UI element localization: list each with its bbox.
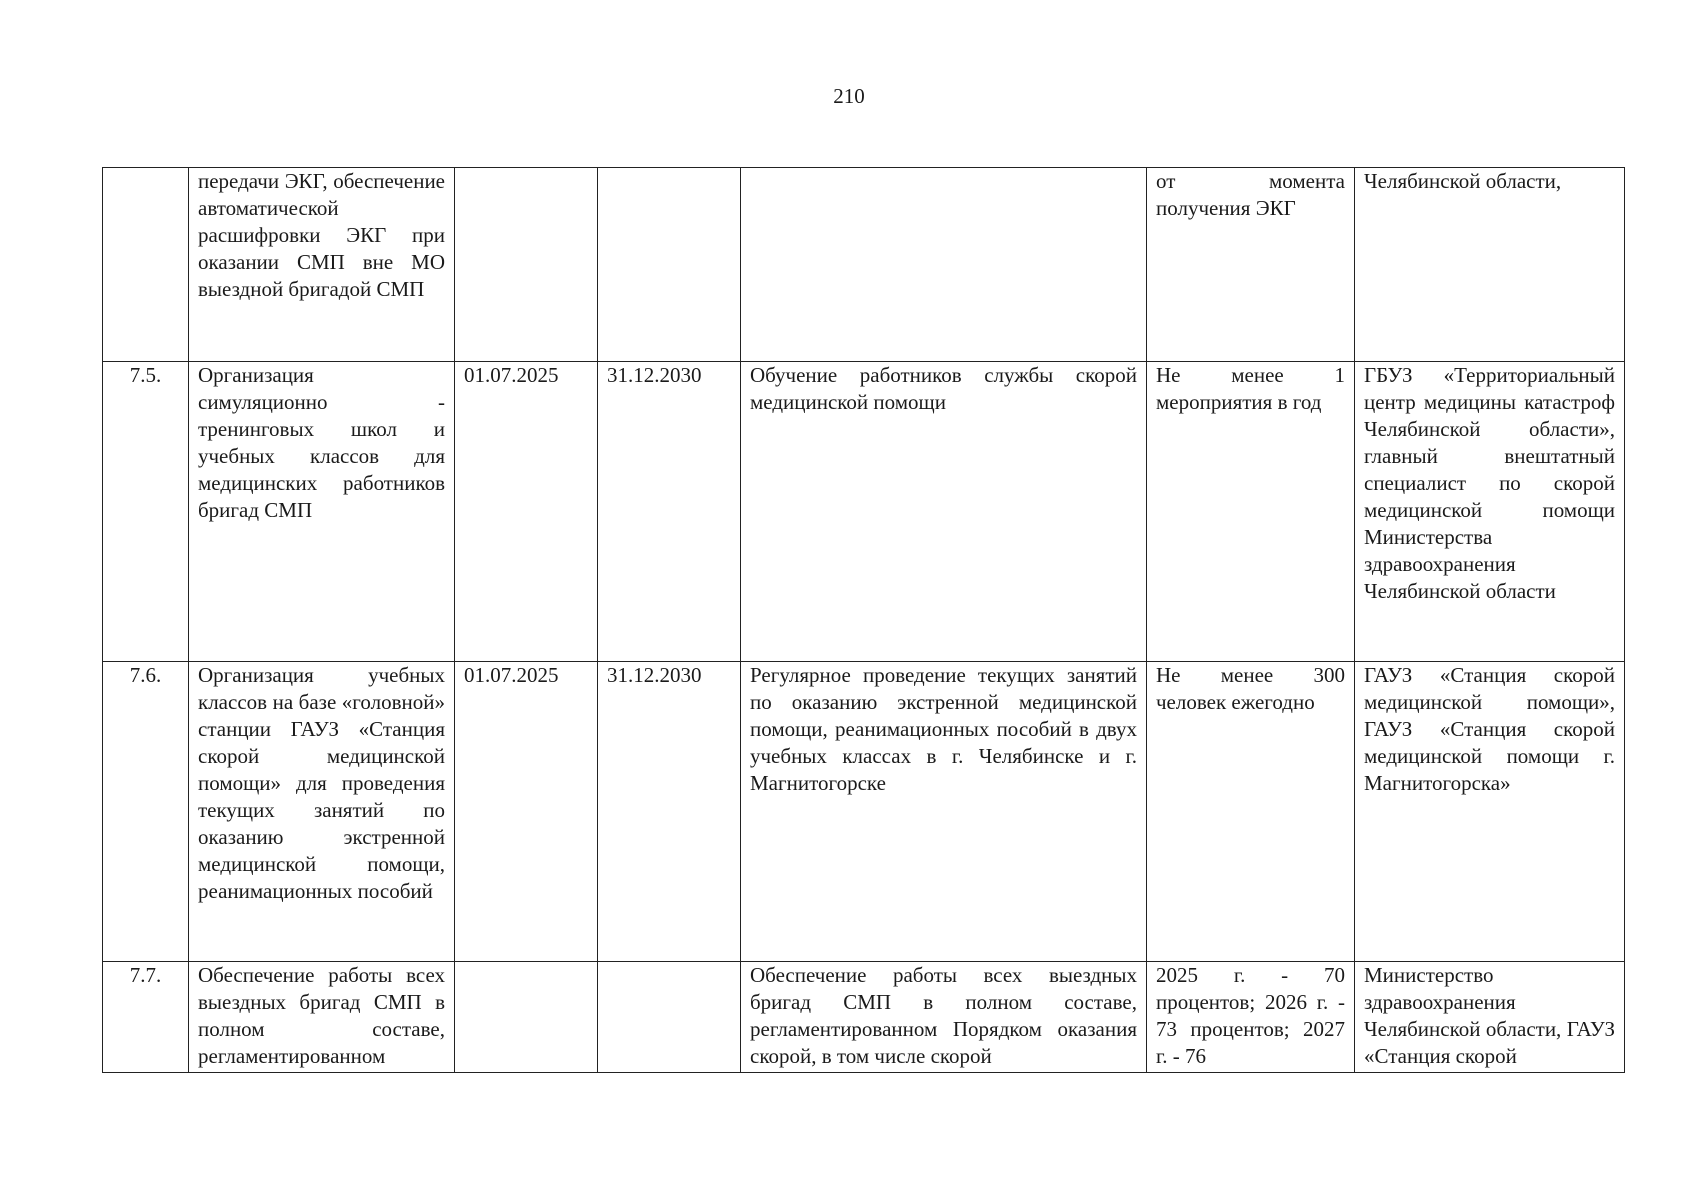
cell-responsible: Челябинской области, bbox=[1355, 168, 1625, 362]
cell-end-date bbox=[598, 962, 741, 1073]
cell-end-date: 31.12.2030 bbox=[598, 662, 741, 962]
cell-indicator: Не менее 300 человек ежегодно bbox=[1147, 662, 1355, 962]
cell-description: Регулярное проведение текущих занятий по оказанию экстренной медицинской помощи, реанимационных пособий в двух учебных классах в г. Челябинске и г. Магнитогорске bbox=[741, 662, 1147, 962]
cell-start-date bbox=[455, 168, 598, 362]
table-row bbox=[103, 168, 1625, 362]
cell-number: 7.6. bbox=[103, 662, 189, 962]
cell-measure-name: Обеспечение работы всех выездных бригад СМП в полном составе, регламентированном bbox=[189, 962, 455, 1073]
cell-end-date: 31.12.2030 bbox=[598, 362, 741, 662]
cell-responsible: Министерство здравоохранения Челябинской области, ГАУЗ «Станция скорой bbox=[1355, 962, 1625, 1073]
cell-indicator: 2025 г. - 70 процентов; 2026 г. - 73 процентов; 2027 г. - 76 bbox=[1147, 962, 1355, 1073]
cell-start-date: 01.07.2025 bbox=[455, 662, 598, 962]
measures-table bbox=[102, 167, 1625, 1073]
table-row bbox=[103, 662, 1625, 962]
cell-measure-name: передачи ЭКГ, обеспечение автоматической расшифровки ЭКГ при оказании СМП вне МО выездной бригадой СМП bbox=[189, 168, 455, 362]
cell-number bbox=[103, 168, 189, 362]
cell-number: 7.5. bbox=[103, 362, 189, 662]
cell-end-date bbox=[598, 168, 741, 362]
cell-number: 7.7. bbox=[103, 962, 189, 1073]
cell-description bbox=[741, 168, 1147, 362]
cell-responsible: ГБУЗ «Территориальный центр медицины катастроф Челябинской области», главный внештатный специалист по скорой медицинской помощи Министерства здравоохранения Челябинской области bbox=[1355, 362, 1625, 662]
table-row bbox=[103, 962, 1625, 1073]
cell-measure-name: Организация учебных классов на базе «головной» станции ГАУЗ «Станция скорой медицинской помощи» для проведения текущих занятий по оказанию экстренной медицинской помощи, реанимационных пособий bbox=[189, 662, 455, 962]
cell-description: Обучение работников службы скорой медицинской помощи bbox=[741, 362, 1147, 662]
cell-indicator: Не менее 1 мероприятия в год bbox=[1147, 362, 1355, 662]
cell-description: Обеспечение работы всех выездных бригад СМП в полном составе, регламентированном Порядком оказания скорой, в том числе скорой bbox=[741, 962, 1147, 1073]
cell-start-date: 01.07.2025 bbox=[455, 362, 598, 662]
table-row bbox=[103, 362, 1625, 662]
cell-responsible: ГАУЗ «Станция скорой медицинской помощи», ГАУЗ «Станция скорой медицинской помощи г. Магнитогорска» bbox=[1355, 662, 1625, 962]
cell-indicator: от момента получения ЭКГ bbox=[1147, 168, 1355, 362]
cell-measure-name: Организация симуляционно - тренинговых школ и учебных классов для медицинских работников бригад СМП bbox=[189, 362, 455, 662]
cell-start-date bbox=[455, 962, 598, 1073]
page-number: 210 bbox=[833, 84, 865, 108]
